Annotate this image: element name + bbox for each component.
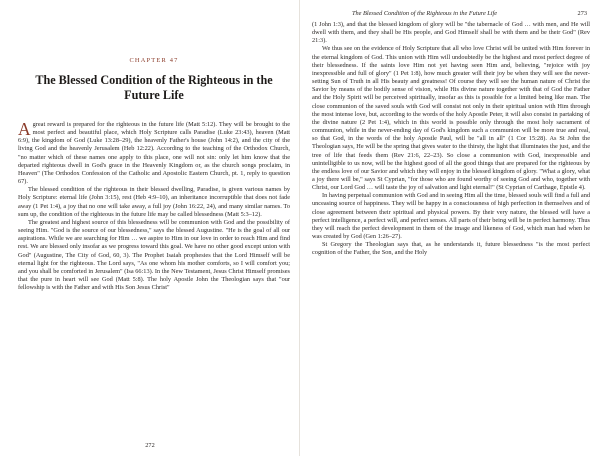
- right-page: [300, 0, 600, 456]
- drop-cap: A: [18, 119, 31, 139]
- chapter-label: CHAPTER 47: [129, 57, 179, 64]
- body-paragraph: (1 John 1:3), and that the blessed kingdom of glory will be "the tabernacle of God … with men, and He will dwell with them, and they shall be His people, and God Himself shall be with them and be their God" (Rev 21:3).: [312, 21, 590, 45]
- paragraph-text: great reward is prepared for the righteous in the future life (Matt 5:12). They will be brought to the most perfect and beautiful place, which Holy Scripture calls Paradise (Luke 23:43), heaven (Matt 6:9), the kingdom of God (Luke 13:28–29), the heavenly Father's house (John 14:2), and the city of the living God and the heavenly Jerusalem (Heb 12:22). According to the teaching of the Orthodox Church, "no matter which of these names one apply to this place, one will not sin: only let him know that the departed righteous dwell in God's grace in the Heavenly Kingdom or, as the church songs proclaim, in Heaven" (The Orthodox Confession of the Catholic and Apostolic Eastern Church, pt. 1, reply to question 67).: [18, 121, 290, 186]
- body-paragraph: The greatest and highest source of this blessedness will be communion with God and the possibility of seeing Him. "God is the source of our blessedness," says the blessed Augustine. "He is the goal of all our aspirations. While we are searching for Him … we aspire to Him in our love in order to reach Him and find rest. We are blessed only insofar as we progress toward this goal. We have no other good except union with God" (Augustine, The City of God, 60, 3). The Prophet Isaiah prophesies that the Lord Himself will be eternal light for the righteous. The Lord says, "As one whom his mother comforts, so I will comfort you; and you shall be comforted in Jerusalem" (Isa 66:13). In the New Testament, Jesus Christ Himself promises that the pure in heart will see God (Matt 5:8). The holy Apostle John the Theologian says that "our fellowship is with the Father and with His Son Jesus Christ": [18, 218, 290, 292]
- body-paragraph: St Gregory the Theologian says that, as he understands it, future blessedness "is the most perfect cognition of the Father, the Son, and the Holy: [312, 241, 590, 257]
- body-paragraph: We thus see on the evidence of Holy Scripture that all who love Christ will be united with Him forever in the eternal kingdom of God. This union with Him will undoubtedly be the highest and most perfect degree of their blessedness. If the saints love Him not yet having seen Him and, believing, "rejoice with joy inexpressible and full of glory" (1 Pet 1:8), how much greater will their joy be when they will see the never-setting Sun of Truth in all His beauty and greatness! Of course they will see the human nature of Christ the Savior by means of the bodily sense of vision, while His divine nature together with that of God the Father and the Holy Spirit will be perceived spiritually, insofar as this is possible for a limited being like man. The close communion of the saved souls with God will consist not only in their spiritual union with Him through the most intense love, but, according to the words of the holy Apostle Peter, it will also consist in partaking of the divine nature (2 Pet 1:4), which in this world is possible only through the most holy sacrament of communion, while in the never-ending day of God's kingdom such a communion will be more true and real, so that God, in the words of the holy Apostle Paul, will be "all in all" (1 Cor 15:28). As St John the Theologian says, He will be the spring that gives water to the thirsty, the light that illuminates the just, and the tree of life that feeds them (Rev 21:6, 22–23). So close a communion with God, inexpressible and unintelligible to us now, will be the highest good of all the good things that are prepared for the righteous by the endless love of our Savior and which they will enjoy in the blessed kingdom of glory. "What a glory, what a joy there will be," says St Cyprian, "for those who are found worthy of seeing God and who, together with Christ, our Lord God … will taste the joy of salvation and light eternal!" (St Cyprian of Carthage, Epistle 4).: [312, 45, 590, 192]
- page-number-right: 273: [577, 10, 587, 17]
- body-paragraph: In having perpetual communion with God and in seeing Him all the time, blessed souls will find a full and unceasing source of happiness. They will be happy in a consciousness of high perfection in themselves and of close agreement between their spiritual and physical powers. By their very nature, the blessed will have a perfect intelligence, a perfect will, and perfect senses. All parts of their being will be in perfect harmony. Thus they will reach the perfect development in them of the image and likeness of God, which man had when he was created by God (Gen 1:26–27).: [312, 192, 590, 241]
- chapter-title: The Blessed Condition of the Righteous in the Future Life: [35, 73, 273, 102]
- running-head-title: The Blessed Condition of the Righteous in the Future Life: [352, 10, 498, 17]
- page-number-left: 272: [145, 442, 155, 449]
- running-head: [312, 10, 590, 18]
- body-paragraph: [18, 121, 290, 186]
- body-paragraph: The blessed condition of the righteous in their blessed dwelling, Paradise, is given various names by Holy Scripture: eternal life (John 3:15), rest (Heb 4:9–10), an inheritance incorruptible that does not fade away (1 Pet 1:4), a joy that no one will take away, a full joy (John 16:22, 24), and many similar names. To sum up, the condition of the righteous in the future life may be called blessedness (Matt 5:3–12).: [18, 186, 290, 218]
